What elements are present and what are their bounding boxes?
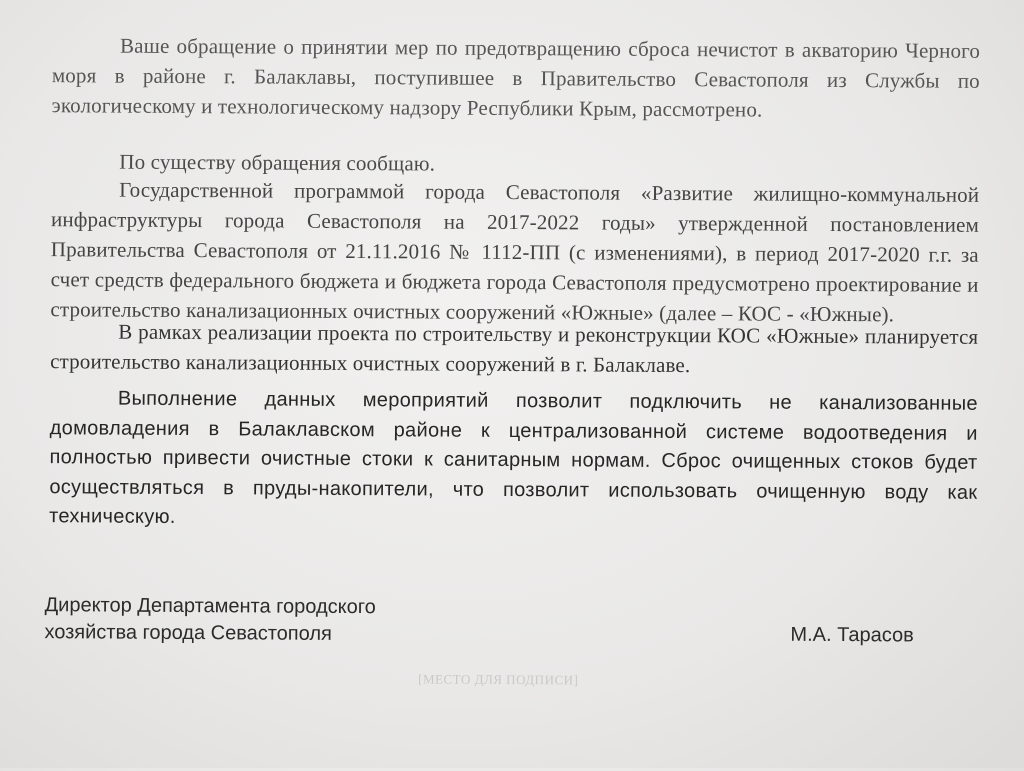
paragraph-state-program: Государственной программой города Севастополя «Развитие жилищно-коммунальной инфраструктуры города Севастополя на 2017-2022 годы» утвержденной постановлением Правительства Севастополя от 21.11.2016 № 1112-ПП (с изменениями), в период 2017-2020 г.г. за счет средств федерального бюджета и бюджета города Севастополя предусмотрено проектирование и строительство канализационных очистных сооружений «Южные» (далее – КОС - «Южные). (50, 177, 980, 327)
paragraph-project: В рамках реализации проекта по строительству и реконструкции КОС «Южные» планируется строительство канализационных очистных сооружений в г. Балаклаве. (50, 319, 979, 378)
paragraph-appeal: Ваше обращение о принятии мер по предотвращению сброса нечистот в акваторию Черного моря в районе г. Балаклавы, поступившее в Правительство Севастополя из Службы по экологическому и технологическому надзору Республики Крым, рассмотрено. (51, 33, 981, 122)
signer-title-line1: Директор Департамента городского (44, 594, 376, 619)
paragraph-reply-intro: По существу обращения сообщаю. (119, 149, 436, 176)
paragraph-outcome: Выполнение данных мероприятий позволит подключить не канализованные домовладения в Балаклавском районе к централизованной системе водоотведения и полностью привести очистные стоки к санитарным нормам. Сброс очищенных стоков будет осуществляться в пруды-накопители, что позволит использовать очищенную воду как техническую. (49, 387, 978, 528)
signer-title (44, 592, 375, 648)
signer-name: М.А. Тарасов (790, 623, 914, 647)
signer-title-line2: хозяйства города Севастополя (44, 621, 332, 645)
signature-placeholder: [МЕСТО ДЛЯ ПОДПИСИ] (418, 671, 579, 688)
